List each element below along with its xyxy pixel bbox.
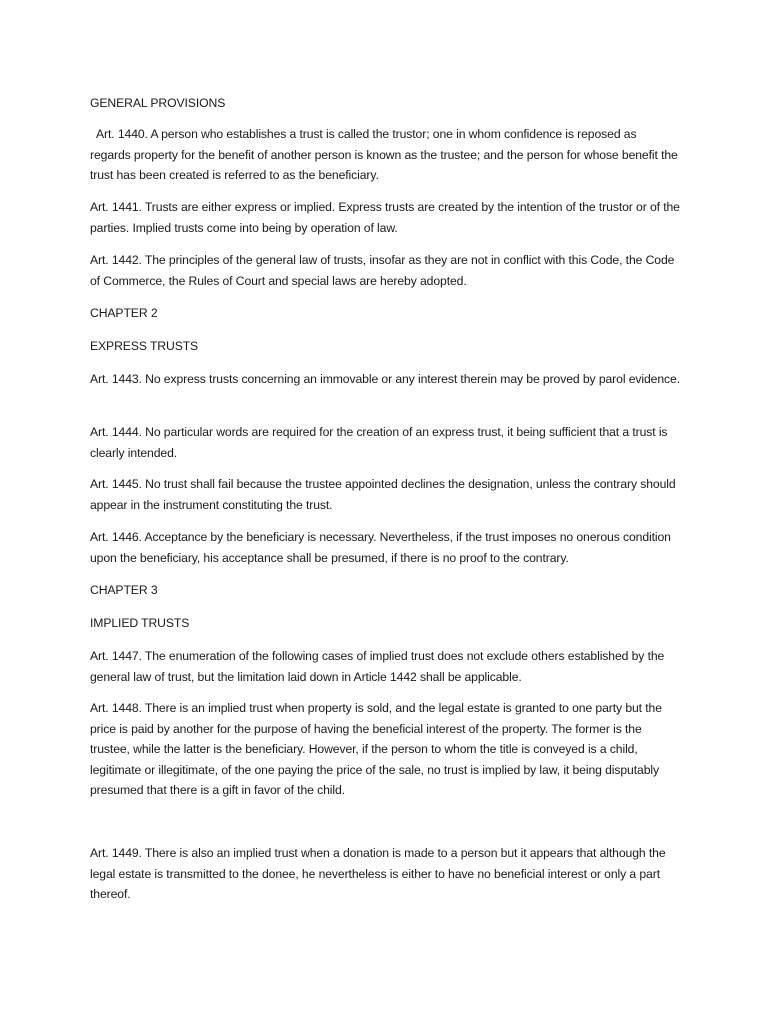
- article-1444: Art. 1444. No particular words are required for the creation of an express trust, it being sufficient that a trust is clearly intended.: [90, 425, 668, 460]
- section-heading-general-provisions: GENERAL PROVISIONS: [90, 96, 226, 110]
- article-1441: Art. 1441. Trusts are either express or implied. Express trusts are created by the intention of the trustor or of the parties. Implied trusts come into being by operation of law.: [90, 200, 680, 235]
- article-1442: Art. 1442. The principles of the general law of trusts, insofar as they are not in conflict with this Code, the Code of Commerce, the Rules of Court and special laws are hereby adopted.: [90, 253, 675, 288]
- chapter-3-heading: CHAPTER 3: [90, 583, 158, 597]
- article-1448: Art. 1448. There is an implied trust when property is sold, and the legal estate is granted to one party but the price is paid by another for the purpose of having the beneficial interest of the property. The former is the trustee, while the latter is the beneficiary. However, if the person to whom the title is conveyed is a child, legitimate or illegitimate, of the one paying the price of the sale, no trust is implied by law, it being disputably presumed that there is a gift in favor of the child.: [90, 701, 662, 797]
- chapter-3-title: IMPLIED TRUSTS: [90, 616, 190, 630]
- chapter-2-title: EXPRESS TRUSTS: [90, 339, 199, 353]
- article-1449: Art. 1449. There is also an implied trust when a donation is made to a person but it appears that although the legal estate is transmitted to the donee, he nevertheless is either to have no beneficial interest or only a part thereof.: [90, 846, 666, 901]
- article-1445: Art. 1445. No trust shall fail because the trustee appointed declines the designation, unless the contrary should appear in the instrument constituting the trust.: [90, 477, 676, 512]
- article-1440: Art. 1440. A person who establishes a trust is called the trustor; one in whom confidence is reposed as regards property for the benefit of another person is known as the trustee; and the person for whose benefit the trust has been created is referred to as the beneficiary.: [90, 127, 678, 182]
- article-1443: Art. 1443. No express trusts concerning an immovable or any interest therein may be proved by parol evidence.: [90, 372, 680, 386]
- article-1447: Art. 1447. The enumeration of the following cases of implied trust does not exclude others established by the general law of trust, but the limitation laid down in Article 1442 shall be applicable.: [90, 649, 665, 684]
- chapter-2-heading: CHAPTER 2: [90, 306, 158, 320]
- article-1446: Art. 1446. Acceptance by the beneficiary is necessary. Nevertheless, if the trust imposes no onerous condition upon the beneficiary, his acceptance shall be presumed, if there is no proof to the contrary.: [90, 530, 671, 565]
